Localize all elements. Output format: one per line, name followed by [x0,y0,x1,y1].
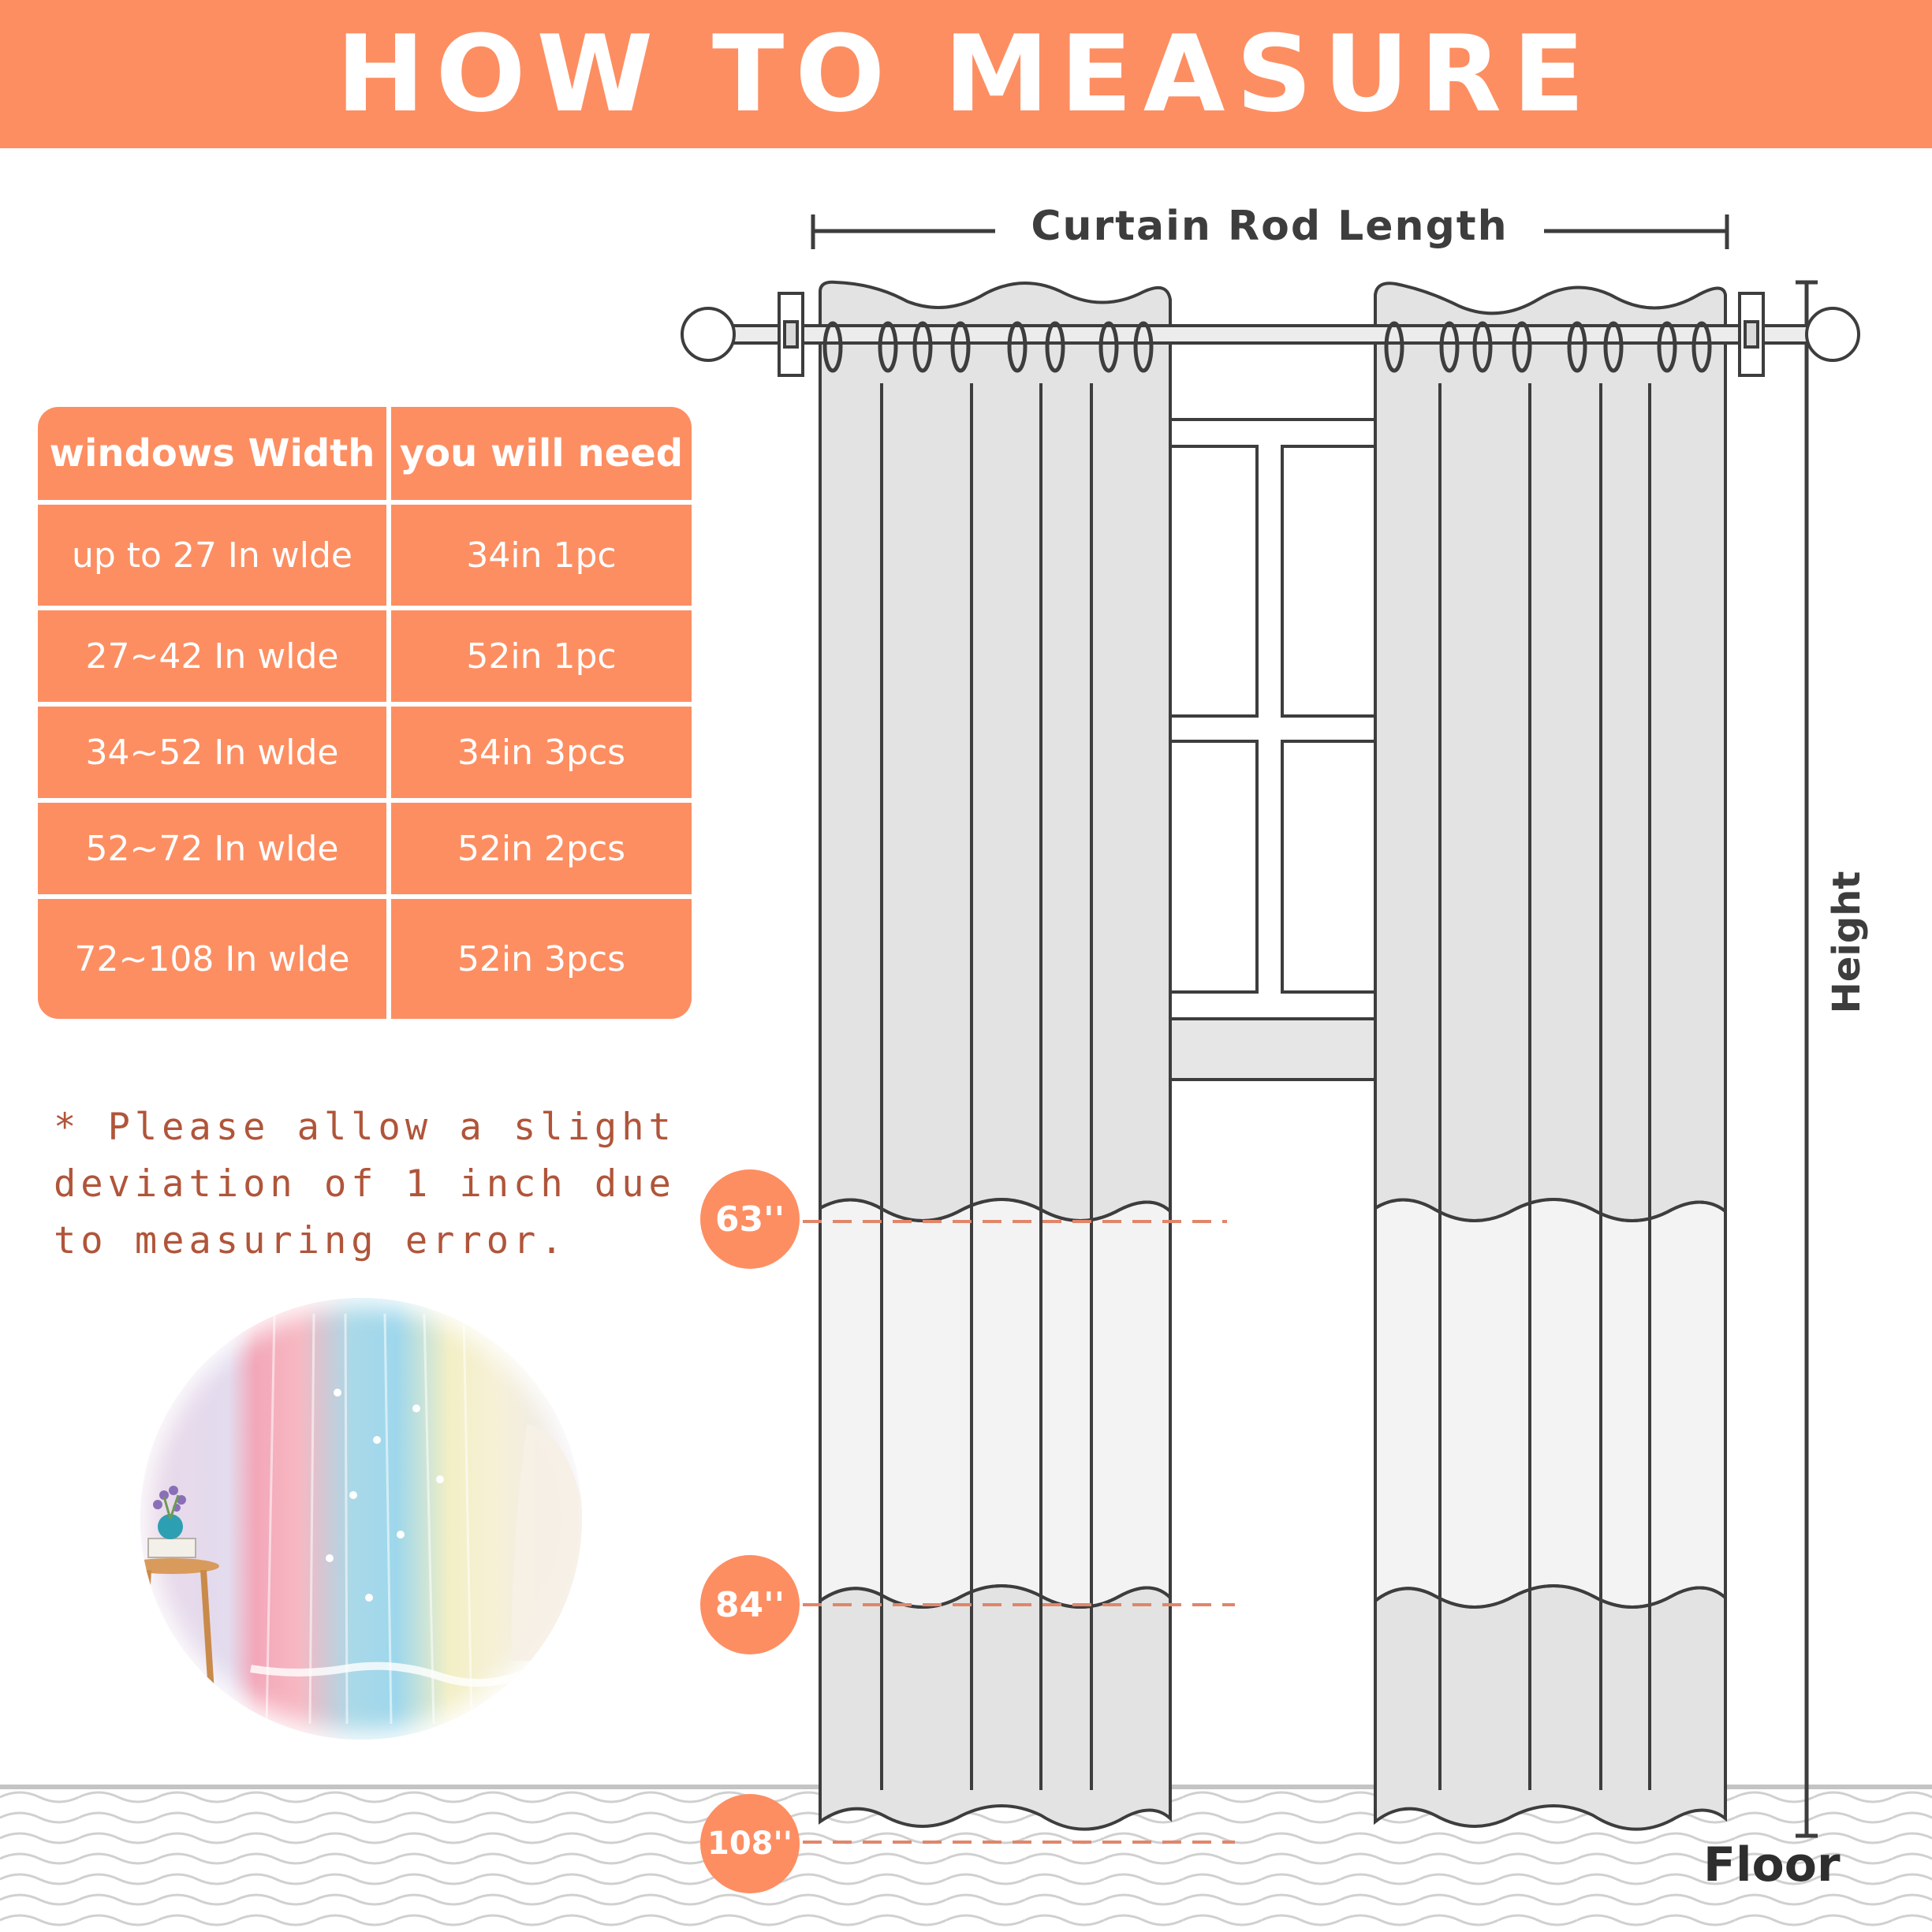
table-cell-need: 34in 1pc [391,505,692,606]
table-header-windows-width: windows Width [38,407,386,500]
page-title: HOW TO MEASURE [336,13,1596,136]
table-cell-need: 52in 3pcs [391,899,692,1019]
floor-label: Floor [1703,1837,1841,1893]
height-label: Height [1819,856,1874,1029]
table-cell-width: 27~42 In wlde [38,610,386,702]
product-photo [140,1298,582,1740]
left-curtain [820,282,1170,1829]
table-cell-need: 34in 3pcs [391,707,692,798]
marker-63: 63'' [700,1169,800,1269]
table-cell-width: 52~72 In wlde [38,803,386,894]
window [1167,420,1375,1080]
right-curtain [1375,283,1725,1829]
size-table [38,407,692,1019]
table-cell-width: 34~52 In wlde [38,707,386,798]
table-cell-need: 52in 2pcs [391,803,692,894]
curtain-rod-length-label: Curtain Rod Length [1031,203,1509,250]
table-cell-width: up to 27 In wlde [38,505,386,606]
table-header-you-will-need: you will need [391,407,692,500]
table-cell-need: 52in 1pc [391,610,692,702]
table-cell-width: 72~108 In wlde [38,899,386,1019]
product-photo-scene [140,1298,582,1740]
height-dimension [1796,282,1818,1836]
marker-84: 84'' [700,1555,800,1654]
measuring-error-note: * Please allow a slight deviation of 1 inch due to measuring error. [54,1106,676,1263]
marker-108: 108'' [700,1794,800,1893]
